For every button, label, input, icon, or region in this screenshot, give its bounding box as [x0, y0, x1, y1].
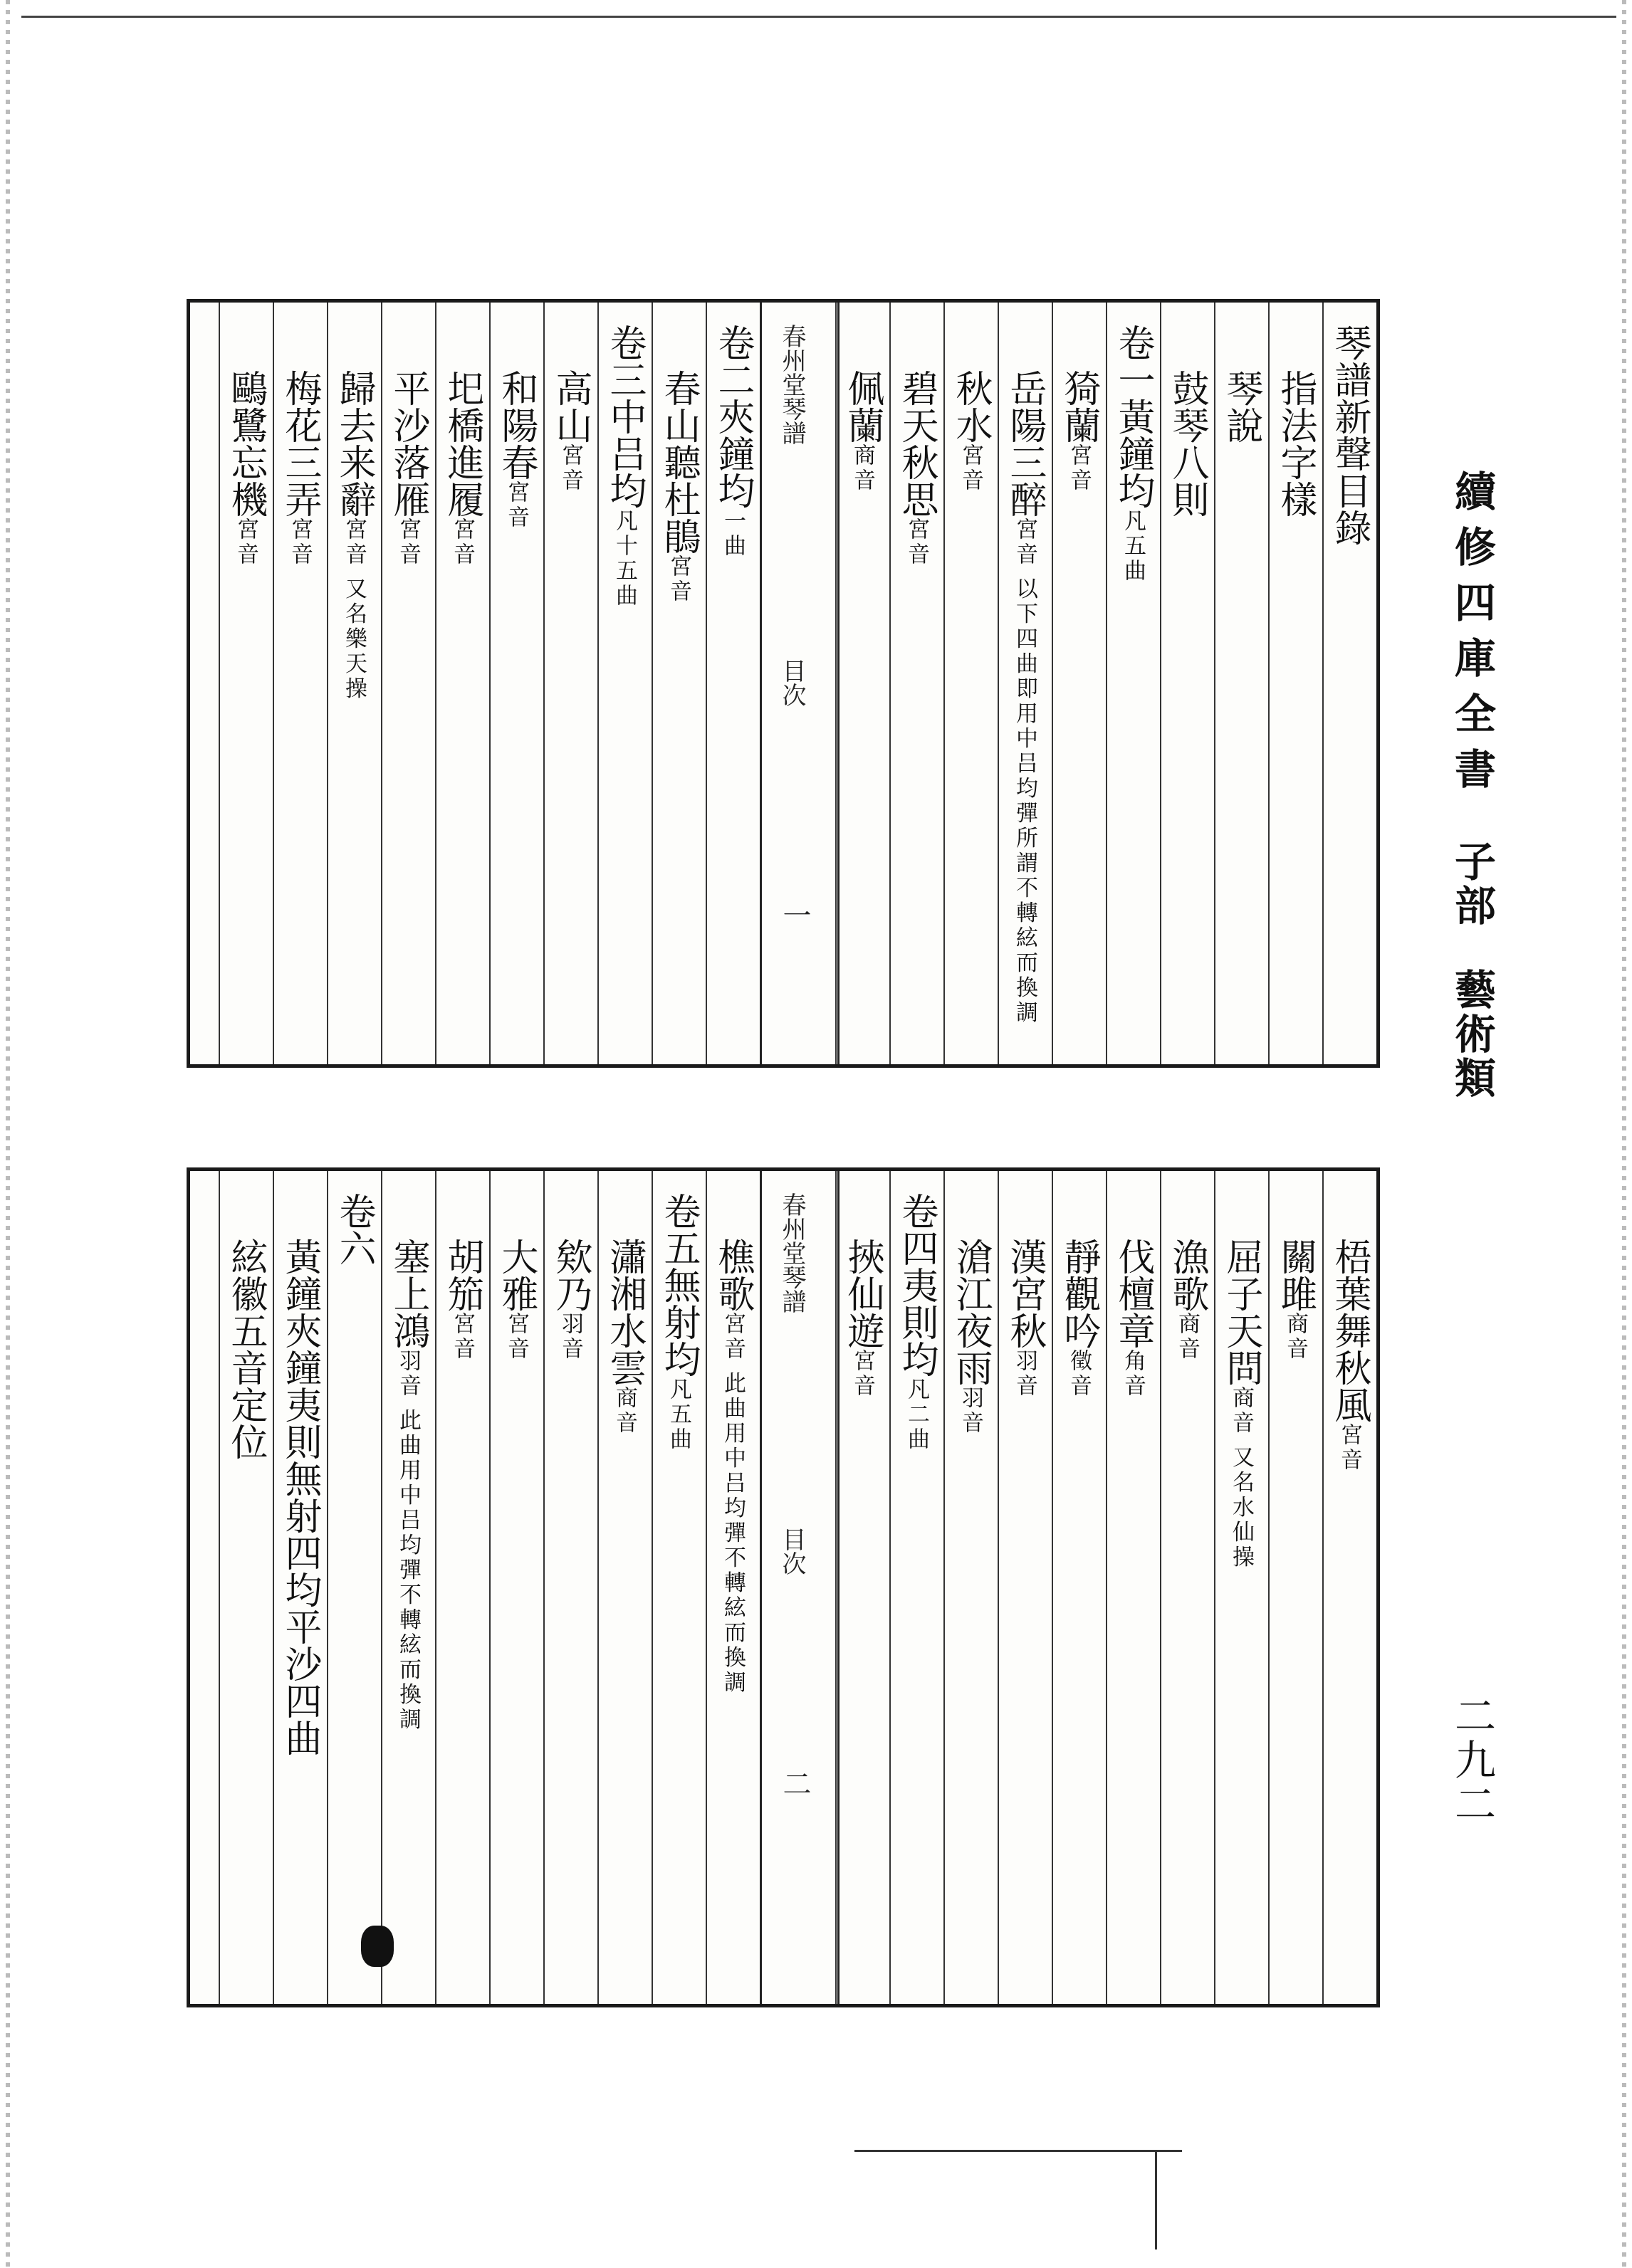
leaf-lower-right-half [835, 1171, 1376, 2004]
page-number: 二九二 [1448, 1694, 1496, 1827]
text-column [1052, 303, 1106, 1064]
entry-note: 一曲 [720, 509, 746, 559]
entry-title: 圯橋進履 [441, 369, 483, 518]
entry-title: 卷二夾鐘均 [711, 324, 754, 509]
entry-note: 宮音 [449, 518, 475, 567]
leaf-lower-left-half [190, 1171, 760, 2004]
text-column [652, 303, 706, 1064]
entry-note: 宮音 又名樂天操 [341, 518, 367, 702]
entry-title: 梧葉舞秋風 [1328, 1238, 1371, 1423]
text-column [219, 303, 273, 1064]
entry-title: 猗蘭 [1057, 369, 1100, 443]
entry-line [1110, 1238, 1156, 1399]
entry-note: 宮音 [558, 443, 583, 493]
entry-note: 宮音 [449, 1312, 475, 1362]
text-column [943, 303, 998, 1064]
entry-line [948, 1238, 993, 1436]
entry-title: 歸去来辭 [333, 369, 375, 518]
text-column [543, 303, 597, 1064]
entry-title: 春山聽杜鵑 [657, 369, 700, 555]
entry-line [948, 369, 993, 493]
text-column [889, 1171, 943, 2004]
scan-edge-right [1622, 0, 1626, 2268]
center-book-title: 春州堂琴譜 [778, 1192, 806, 1313]
entry-note: 宮音 [849, 1349, 875, 1399]
entry-line [548, 1238, 593, 1362]
entry-title: 挾仙遊 [841, 1238, 884, 1349]
text-column [943, 1171, 998, 2004]
entry-line [223, 1238, 268, 1460]
text-column [489, 303, 543, 1064]
entry-title: 岳陽三醉 [1003, 369, 1046, 518]
entry-line [277, 369, 323, 567]
bottom-tick [1155, 2150, 1157, 2249]
text-column [1268, 303, 1322, 1064]
entry-line [1002, 369, 1047, 1026]
text-column [652, 1171, 706, 2004]
entry-note: 宮音 [1337, 1423, 1362, 1473]
text-column [273, 1171, 327, 2004]
entry-note: 凡二曲 [904, 1377, 929, 1452]
entry-line [331, 1192, 377, 1266]
entry-line [1110, 324, 1156, 584]
entry-title: 和陽春 [495, 369, 538, 481]
entry-line [656, 369, 701, 604]
entry-title: 卷五無射均 [657, 1192, 700, 1377]
text-column [1268, 1171, 1322, 2004]
entry-line [656, 1192, 701, 1452]
entry-title: 梅花三弄 [278, 369, 321, 518]
entry-title: 漢宮秋 [1003, 1238, 1046, 1349]
center-section-label: 目次 [778, 1527, 806, 1575]
entry-line [1272, 369, 1318, 518]
entry-title: 卷一黃鐘均 [1111, 324, 1154, 509]
text-column [706, 303, 760, 1064]
entry-title: 鼓琴八則 [1166, 369, 1208, 518]
text-column [1106, 1171, 1160, 2004]
entry-line [602, 324, 647, 609]
text-column [489, 1171, 543, 2004]
entry-title: 卷六 [333, 1192, 375, 1266]
text-column [327, 303, 381, 1064]
entry-title: 指法字樣 [1274, 369, 1317, 518]
entry-note: 角音 [1120, 1349, 1146, 1399]
text-column [1214, 303, 1268, 1064]
text-column [597, 303, 652, 1064]
center-folio: 一 [778, 901, 811, 929]
entry-title: 卷三中吕均 [603, 324, 646, 509]
entry-title: 佩蘭 [841, 369, 884, 443]
entry-title: 黃鐘夾鐘夷則無射四均平沙四曲 [278, 1238, 321, 1756]
entry-line [839, 1238, 885, 1399]
text-column [1322, 303, 1376, 1064]
entry-line [1002, 1238, 1047, 1399]
text-column [435, 1171, 489, 2004]
entry-title: 瀟湘水雲 [603, 1238, 646, 1386]
entry-note: 宮音 [233, 518, 258, 567]
entry-title: 漁歌 [1166, 1238, 1208, 1312]
entry-line [1327, 324, 1372, 546]
entry-line [493, 369, 539, 530]
leaf-upper-center-column [760, 303, 839, 1064]
text-column [998, 303, 1052, 1064]
entry-note: 羽音 此曲用中吕均彈不轉絃而換調 [395, 1349, 421, 1733]
entry-title: 胡笳 [441, 1238, 483, 1312]
leaf-upper [187, 299, 1380, 1068]
entry-line [493, 1238, 539, 1362]
entry-title: 碧天秋思 [895, 369, 938, 518]
entry-line [223, 369, 268, 567]
entry-line [1327, 1238, 1372, 1473]
text-column [835, 1171, 889, 2004]
entry-title: 滄江夜雨 [949, 1238, 992, 1386]
entry-line [439, 369, 485, 567]
entry-note: 羽音 [558, 1312, 583, 1362]
entry-line [894, 369, 939, 567]
entry-title: 絃徽五音定位 [224, 1238, 267, 1460]
entry-note: 羽音 [958, 1386, 983, 1436]
entry-note: 宮音 [503, 1312, 529, 1362]
entry-line [1164, 1238, 1210, 1362]
entry-line [602, 1238, 647, 1436]
entry-note: 商音 又名水仙操 [1228, 1386, 1254, 1570]
entry-title: 平沙落雁 [387, 369, 429, 518]
entry-title: 琴說 [1220, 369, 1262, 443]
entry-note: 商音 [1282, 1312, 1308, 1362]
entry-note: 宮音 [395, 518, 421, 567]
entry-title: 秋水 [949, 369, 992, 443]
text-column [381, 303, 435, 1064]
entry-note: 宮音 此曲用中吕均彈不轉絃而換調 [720, 1312, 746, 1696]
text-column [219, 1171, 273, 2004]
entry-title: 琴譜新聲目錄 [1328, 324, 1371, 546]
text-column [381, 1171, 435, 2004]
center-section-label: 目次 [778, 658, 806, 707]
entry-line [331, 369, 377, 702]
entry-note: 商音 [849, 443, 875, 493]
text-column [273, 303, 327, 1064]
section-label: 子部 [1448, 840, 1496, 928]
entry-title: 關雎 [1274, 1238, 1317, 1312]
entry-title: 伐檀章 [1111, 1238, 1154, 1349]
scan-edge-left [6, 0, 10, 2268]
entry-title: 靜觀吟 [1057, 1238, 1100, 1349]
leaf-upper-left-half [190, 303, 760, 1064]
entry-note: 凡十五曲 [612, 509, 637, 609]
entry-line [839, 369, 885, 493]
entry-note: 宮音 [503, 481, 529, 530]
entry-line [1218, 369, 1264, 443]
entry-line [439, 1238, 485, 1362]
text-column [1160, 303, 1214, 1064]
series-title: 續修四庫全書 [1448, 470, 1496, 803]
entry-note: 宮音 以下四曲即用中吕均彈所謂不轉絃而換調 [1012, 518, 1037, 1026]
entry-line [894, 1192, 939, 1452]
leaf-lower-center-column [760, 1171, 839, 2004]
entry-line [710, 324, 755, 559]
leaf-upper-right-half [835, 303, 1376, 1064]
entry-note: 宮音 [1066, 443, 1092, 493]
entry-title: 塞上鴻 [387, 1238, 429, 1349]
entry-title: 高山 [549, 369, 592, 443]
center-book-title: 春州堂琴譜 [778, 324, 806, 445]
entry-line [1056, 369, 1102, 493]
entry-line [1272, 1238, 1318, 1362]
entry-note: 商音 [1174, 1312, 1200, 1362]
text-column [543, 1171, 597, 2004]
text-column [1214, 1171, 1268, 2004]
text-column [1322, 1171, 1376, 2004]
entry-title: 鷗鷺忘機 [224, 369, 267, 518]
entry-title: 樵歌 [711, 1238, 754, 1312]
text-column [1106, 303, 1160, 1064]
category-label: 藝術類 [1448, 968, 1496, 1101]
entry-line [548, 369, 593, 493]
entry-line [385, 369, 431, 567]
bottom-rule [854, 2150, 1182, 2152]
center-folio: 二 [778, 1769, 811, 1797]
entry-note: 羽音 [1012, 1349, 1037, 1399]
entry-note: 宮音 [958, 443, 983, 493]
top-frame-rule [21, 16, 1616, 18]
text-column [1052, 1171, 1106, 2004]
entry-note: 宮音 [904, 518, 929, 567]
ink-blot [361, 1926, 394, 1967]
text-column [597, 1171, 652, 2004]
text-column [435, 303, 489, 1064]
text-column [998, 1171, 1052, 2004]
entry-line [1056, 1238, 1102, 1399]
text-column [327, 1171, 381, 2004]
entry-line [277, 1238, 323, 1756]
text-column [835, 303, 889, 1064]
entry-title: 大雅 [495, 1238, 538, 1312]
entry-title: 欸乃 [549, 1238, 592, 1312]
entry-note: 宮音 [666, 555, 691, 604]
entry-line [710, 1238, 755, 1696]
entry-note: 凡五曲 [1120, 509, 1146, 584]
entry-note: 宮音 [287, 518, 313, 567]
entry-note: 徵音 [1066, 1349, 1092, 1399]
entry-line [1164, 369, 1210, 518]
entry-line [385, 1238, 431, 1733]
leaf-lower [187, 1167, 1380, 2007]
entry-title: 卷四夷則均 [895, 1192, 938, 1377]
entry-line [1218, 1238, 1264, 1570]
text-column [706, 1171, 760, 2004]
entry-note: 商音 [612, 1386, 637, 1436]
text-column [889, 303, 943, 1064]
entry-note: 凡五曲 [666, 1377, 691, 1452]
entry-title: 屈子天問 [1220, 1238, 1262, 1386]
text-column [1160, 1171, 1214, 2004]
